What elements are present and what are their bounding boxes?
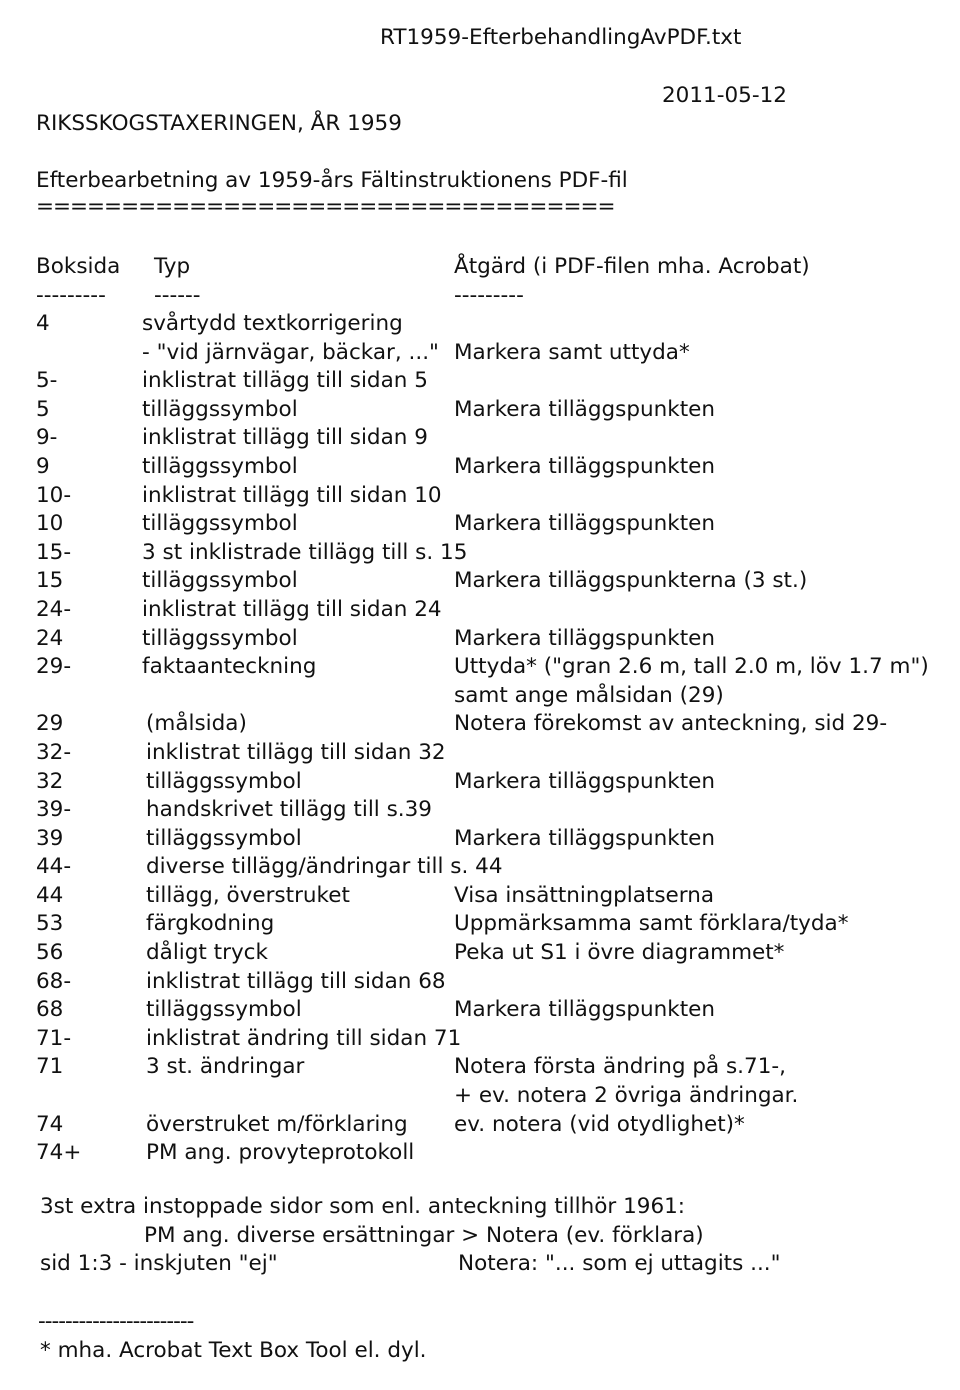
row-type: tilläggssymbol bbox=[146, 768, 302, 794]
row-type: inklistrat tillägg till sidan 24 bbox=[142, 596, 442, 622]
row-type: 3 st inklistrade tillägg till s. 15 bbox=[142, 539, 468, 565]
table-row bbox=[36, 396, 936, 425]
table-row bbox=[36, 1053, 936, 1082]
row-action: Visa insättningplatserna bbox=[454, 882, 715, 908]
table-row bbox=[36, 996, 936, 1025]
row-action: Notera första ändring på s.71-, bbox=[454, 1054, 786, 1080]
file-name: RT1959-EfterbehandlingAvPDF.txt bbox=[380, 25, 742, 50]
document-date: 2011-05-12 bbox=[662, 83, 787, 108]
row-page: 68- bbox=[36, 968, 72, 994]
row-action: samt ange målsidan (29) bbox=[454, 682, 724, 708]
table-row bbox=[36, 482, 936, 511]
footnote: * mha. Acrobat Text Box Tool el. dyl. bbox=[40, 1338, 427, 1363]
row-type: inklistrat ändring till sidan 71 bbox=[146, 1025, 462, 1051]
row-page: 9 bbox=[36, 453, 50, 479]
row-action: Markera tilläggspunkten bbox=[454, 997, 715, 1023]
row-action: Markera tilläggspunkten bbox=[454, 768, 715, 794]
row-type: inklistrat tillägg till sidan 10 bbox=[142, 482, 442, 508]
column-header-type: Typ bbox=[154, 254, 191, 279]
row-action: Uttyda* ("gran 2.6 m, tall 2.0 m, löv 1.7 m") bbox=[454, 654, 929, 680]
note-line bbox=[40, 1193, 940, 1222]
row-action: Markera tilläggspunkten bbox=[454, 396, 715, 422]
row-type: överstruket m/förklaring bbox=[146, 1111, 408, 1137]
table-row bbox=[36, 367, 936, 396]
table-row bbox=[36, 339, 936, 368]
row-page: 74+ bbox=[36, 1140, 82, 1166]
row-page: 5 bbox=[36, 396, 50, 422]
column-rule-action: --------- bbox=[454, 283, 524, 308]
table-row bbox=[36, 682, 936, 711]
table-row bbox=[36, 539, 936, 568]
table-row bbox=[36, 910, 936, 939]
table-row bbox=[36, 768, 936, 797]
table-row bbox=[36, 310, 936, 339]
row-type: PM ang. provyteprotokoll bbox=[146, 1140, 415, 1166]
row-page: 5- bbox=[36, 368, 58, 394]
column-header-page: Boksida bbox=[36, 254, 121, 279]
row-action: Markera samt uttyda* bbox=[454, 339, 690, 365]
table-row bbox=[36, 453, 936, 482]
row-page: 9- bbox=[36, 425, 58, 451]
table-row bbox=[36, 796, 936, 825]
row-page: 10- bbox=[36, 482, 72, 508]
row-type: tilläggssymbol bbox=[142, 625, 298, 651]
row-action: ev. notera (vid otydlighet)* bbox=[454, 1111, 745, 1137]
row-type: svårtydd textkorrigering bbox=[142, 311, 403, 336]
row-type: tilläggssymbol bbox=[142, 568, 298, 594]
row-action: Uppmärksamma samt förklara/tyda* bbox=[454, 911, 849, 937]
row-type: tilläggssymbol bbox=[142, 396, 298, 422]
row-page: 44- bbox=[36, 854, 72, 880]
row-type: diverse tillägg/ändringar till s. 44 bbox=[146, 854, 503, 880]
row-type: tillägg, överstruket bbox=[146, 882, 350, 908]
note-extra-pages: 3st extra instoppade sidor som enl. anteckning tillhör 1961: bbox=[40, 1194, 686, 1219]
row-page: 44 bbox=[36, 882, 64, 908]
table-row bbox=[36, 625, 936, 654]
row-type: inklistrat tillägg till sidan 32 bbox=[146, 739, 446, 765]
row-type: tilläggssymbol bbox=[146, 997, 302, 1023]
column-headers bbox=[36, 253, 936, 313]
note-pm-compensation: PM ang. diverse ersättningar > Notera (ev. förklara) bbox=[144, 1222, 704, 1248]
row-page: 71- bbox=[36, 1025, 72, 1051]
row-type: faktaanteckning bbox=[142, 654, 317, 680]
row-page: 4 bbox=[36, 311, 50, 336]
row-page: 29 bbox=[36, 711, 64, 737]
row-action: Markera tilläggspunkten bbox=[454, 625, 715, 651]
note-line bbox=[40, 1222, 940, 1251]
row-page: 24- bbox=[36, 596, 72, 622]
table-row bbox=[36, 424, 936, 453]
row-page: 15 bbox=[36, 568, 64, 594]
row-type: tilläggssymbol bbox=[146, 825, 302, 851]
table-row bbox=[36, 1025, 936, 1054]
note-page-ref: sid 1:3 - inskjuten "ej" bbox=[40, 1251, 278, 1277]
row-page: 39 bbox=[36, 825, 64, 851]
row-type: handskrivet tillägg till s.39 bbox=[146, 797, 432, 823]
row-page: 15- bbox=[36, 539, 72, 565]
row-type: dåligt tryck bbox=[146, 940, 268, 966]
task-table bbox=[36, 310, 936, 1168]
row-page: 74 bbox=[36, 1111, 64, 1137]
table-row bbox=[36, 596, 936, 625]
organization-title: RIKSSKOGSTAXERINGEN, ÅR 1959 bbox=[36, 111, 402, 136]
column-rule-page: --------- bbox=[36, 283, 106, 308]
row-page: 32 bbox=[36, 768, 64, 794]
row-type: - "vid järnvägar, bäckar, ..." bbox=[142, 339, 439, 365]
row-page: 10 bbox=[36, 511, 64, 537]
column-header-action: Åtgärd (i PDF-filen mha. Acrobat) bbox=[454, 254, 810, 279]
table-row bbox=[36, 968, 936, 997]
row-type: färgkodning bbox=[146, 911, 275, 937]
table-row bbox=[36, 1139, 936, 1168]
row-action: Markera tilläggspunkten bbox=[454, 511, 715, 537]
header-rule: ================================== bbox=[36, 194, 615, 219]
table-row bbox=[36, 1111, 936, 1140]
table-row bbox=[36, 510, 936, 539]
row-action: Notera förekomst av anteckning, sid 29- bbox=[454, 711, 888, 737]
row-action: Markera tilläggspunkten bbox=[454, 825, 715, 851]
extra-pages-notes bbox=[40, 1193, 940, 1279]
row-action: Peka ut S1 i övre diagrammet* bbox=[454, 940, 785, 966]
row-page: 53 bbox=[36, 911, 64, 937]
footer-rule: ----------------------- bbox=[38, 1309, 194, 1334]
row-page: 29- bbox=[36, 654, 72, 680]
row-page: 39- bbox=[36, 797, 72, 823]
row-page: 68 bbox=[36, 997, 64, 1023]
row-type: tilläggssymbol bbox=[142, 511, 298, 537]
row-type: inklistrat tillägg till sidan 68 bbox=[146, 968, 446, 994]
row-page: 71 bbox=[36, 1054, 64, 1080]
document-subtitle: Efterbearbetning av 1959-års Fältinstruktionens PDF-fil bbox=[36, 168, 628, 193]
row-page: 24 bbox=[36, 625, 64, 651]
note-line bbox=[40, 1250, 940, 1279]
row-page: 56 bbox=[36, 940, 64, 966]
row-type: (målsida) bbox=[146, 711, 247, 737]
table-row bbox=[36, 882, 936, 911]
row-action: Markera tilläggspunkterna (3 st.) bbox=[454, 568, 808, 594]
row-action: + ev. notera 2 övriga ändringar. bbox=[454, 1083, 799, 1109]
table-row bbox=[36, 853, 936, 882]
row-type: 3 st. ändringar bbox=[146, 1054, 305, 1080]
row-type: inklistrat tillägg till sidan 9 bbox=[142, 425, 428, 451]
table-row bbox=[36, 1082, 936, 1111]
table-row bbox=[36, 739, 936, 768]
table-row bbox=[36, 939, 936, 968]
row-page: 32- bbox=[36, 739, 72, 765]
table-row bbox=[36, 825, 936, 854]
table-row bbox=[36, 567, 936, 596]
table-row bbox=[36, 653, 936, 682]
note-action: Notera: "... som ej uttagits ..." bbox=[458, 1251, 781, 1277]
row-type: inklistrat tillägg till sidan 5 bbox=[142, 368, 428, 394]
row-type: tilläggssymbol bbox=[142, 453, 298, 479]
column-rule-type: ------ bbox=[154, 283, 201, 308]
row-action: Markera tilläggspunkten bbox=[454, 453, 715, 479]
table-row bbox=[36, 710, 936, 739]
